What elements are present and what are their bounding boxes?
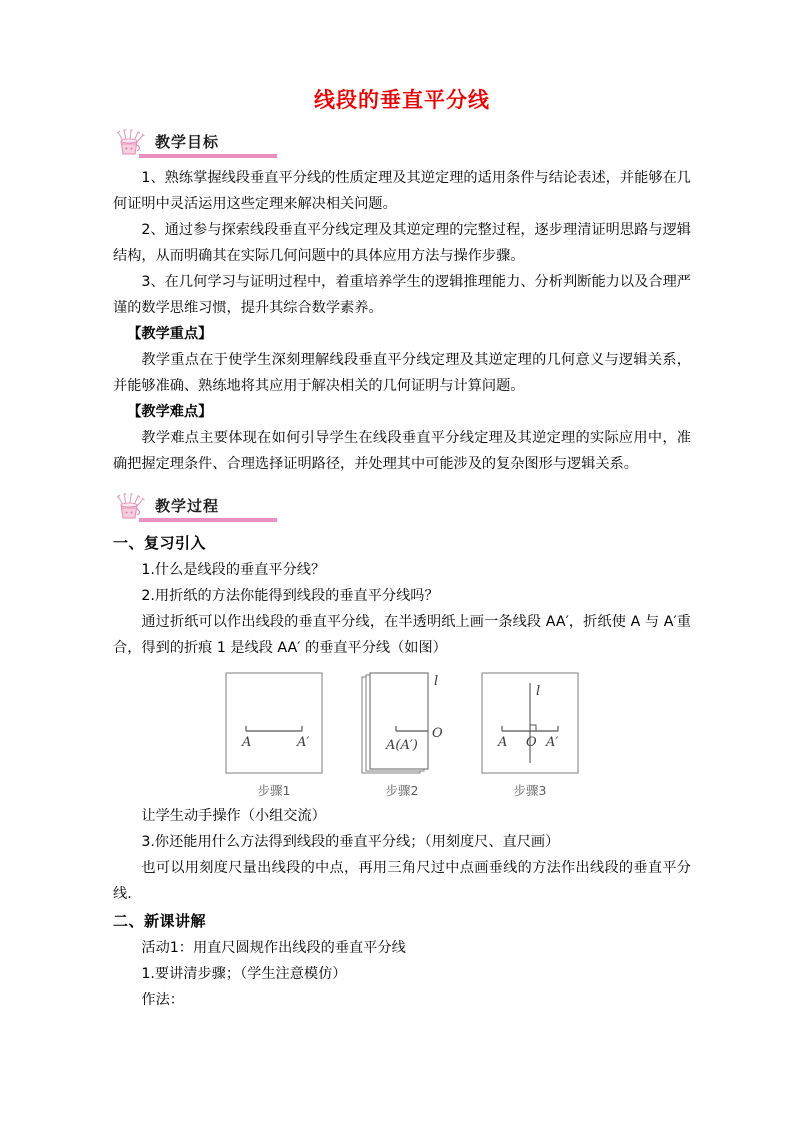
svg-text:O: O bbox=[526, 735, 537, 751]
pencil-cup-icon bbox=[113, 493, 151, 521]
section-label-process: 教学过程 bbox=[155, 497, 220, 516]
activity-1-step-note: 1.要讲清步骤；（学生注意模仿） bbox=[141, 966, 347, 983]
figure-caption-step-1: 步骤1 bbox=[257, 783, 291, 799]
svg-text:l: l bbox=[536, 684, 541, 700]
svg-text:A: A bbox=[242, 735, 252, 751]
svg-text:A: A bbox=[498, 735, 508, 751]
document-content bbox=[113, 0, 691, 1013]
key-point-text: 教学重点在于使学生深刻理解线段垂直平分线定理及其逆定理的几何意义与逻辑关系，并能够准确、熟练地将其应用于解决相关的几何证明与计算问题。 bbox=[113, 352, 691, 395]
figure-step-1-graphic bbox=[222, 669, 326, 777]
section-label-objectives: 教学目标 bbox=[155, 133, 220, 152]
svg-text:A′: A′ bbox=[546, 735, 559, 751]
difficulty-text: 教学难点主要体现在如何引导学生在线段垂直平分线定理及其逆定理的实际应用中，准确把握定理条件、合理选择证明路径，并处理其中可能涉及的复杂图形与逻辑关系。 bbox=[113, 430, 691, 473]
figure-step-1 bbox=[222, 669, 326, 799]
section-header-process bbox=[113, 493, 691, 523]
objective-3: 3、在几何学习与证明过程中，着重培养学生的逻辑推理能力、分析判断能力以及合理严谨的数学思维习惯，提升其综合数学素养。 bbox=[113, 274, 691, 317]
answer-question-3: 也可以用刻度尺量出线段的中点，再用三角尺过中点画垂线的方法作出线段的垂直平分线. bbox=[113, 860, 691, 903]
svg-text:A(A′): A(A′) bbox=[386, 738, 418, 754]
svg-text:O: O bbox=[432, 726, 443, 742]
heading-part-1: 一、复习引入 bbox=[113, 534, 207, 553]
svg-text:l: l bbox=[434, 674, 439, 690]
figure-step-2-graphic bbox=[350, 669, 454, 777]
activity-1-title: 活动1：用直尺圆规作出线段的垂直平分线 bbox=[141, 940, 406, 957]
figure-group-folding-steps bbox=[113, 669, 691, 799]
figure-caption-step-3: 步骤3 bbox=[513, 783, 547, 799]
review-question-3: 3.你还能用什么方法得到线段的垂直平分线；（用刻度尺、直尺画） bbox=[141, 834, 560, 851]
figure-step-3 bbox=[478, 669, 582, 799]
page-title: 线段的垂直平分线 bbox=[314, 88, 490, 112]
review-question-1: 1.什么是线段的垂直平分线？ bbox=[141, 562, 326, 579]
heading-part-2: 二、新课讲解 bbox=[113, 912, 207, 931]
method-label: 作法： bbox=[141, 992, 184, 1009]
section-underline bbox=[139, 518, 277, 522]
objective-1: 1、熟练掌握线段垂直平分线的性质定理及其逆定理的适用条件与结论表述，并能够在几何证明中灵活运用这些定理来解决相关问题。 bbox=[113, 170, 691, 213]
fold-paper-explanation: 通过折纸可以作出线段的垂直平分线，在半透明纸上画一条线段 AA′，折纸使 A 与 A′重合，得到的折痕 1 是线段 AA′ 的垂直平分线（如图） bbox=[113, 614, 691, 657]
review-question-2: 2.用折纸的方法你能得到线段的垂直平分线吗？ bbox=[141, 588, 439, 605]
hands-on-note: 让学生动手操作（小组交流） bbox=[141, 808, 326, 825]
section-header-objectives bbox=[113, 129, 691, 159]
svg-text:A′: A′ bbox=[297, 735, 310, 751]
figure-caption-step-2: 步骤2 bbox=[385, 783, 419, 799]
figure-step-3-graphic bbox=[478, 669, 582, 777]
section-underline bbox=[139, 154, 277, 158]
pencil-cup-icon bbox=[113, 129, 151, 157]
difficulty-heading: 【教学难点】 bbox=[127, 404, 213, 421]
key-point-heading: 【教学重点】 bbox=[127, 326, 213, 343]
figure-step-2 bbox=[350, 669, 454, 799]
objective-2: 2、通过参与探索线段垂直平分线定理及其逆定理的完整过程，逐步理清证明思路与逻辑结构，从而明确其在实际几何问题中的具体应用方法与操作步骤。 bbox=[113, 222, 691, 265]
